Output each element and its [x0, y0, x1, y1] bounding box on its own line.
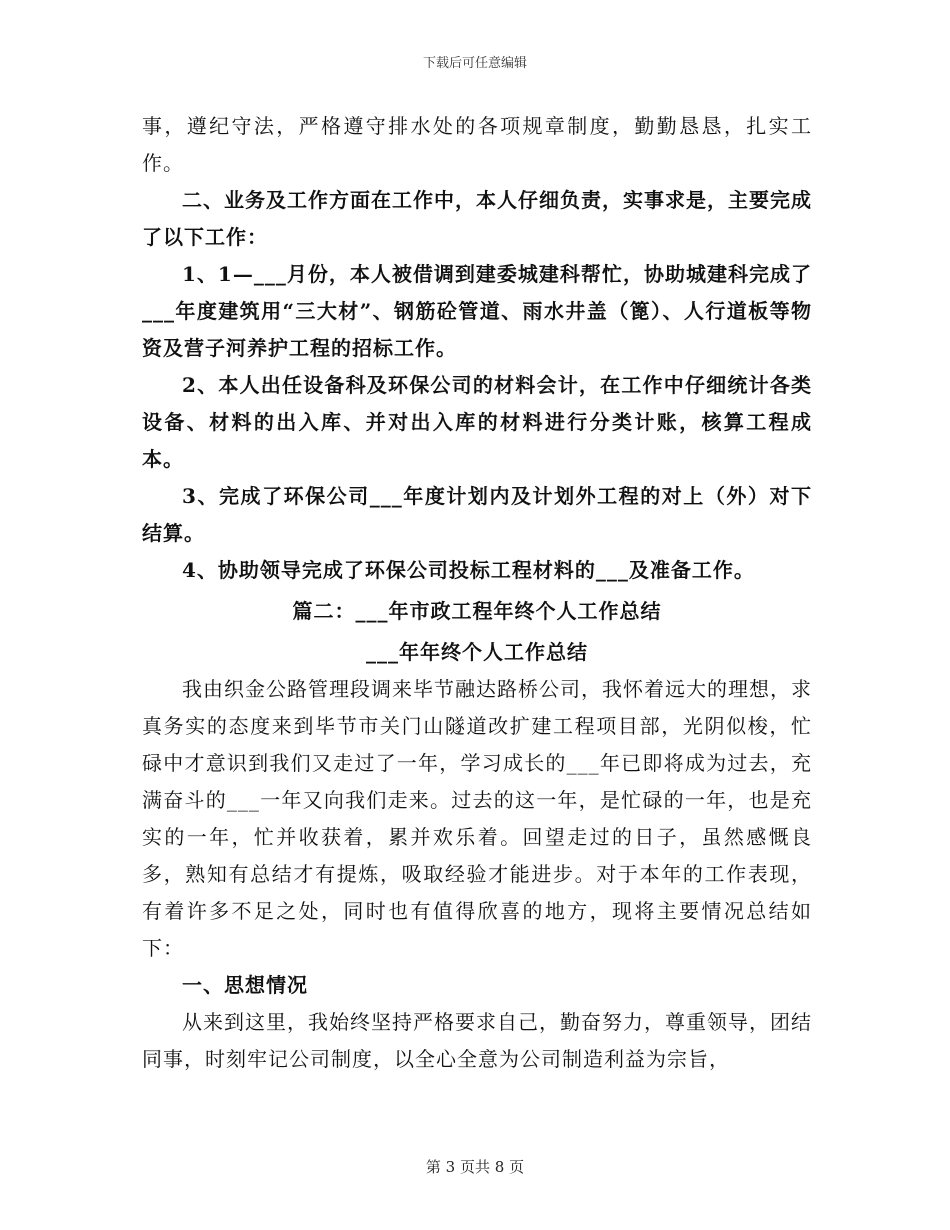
- list-item-4: 4、协助领导完成了环保公司投标工程材料的___及准备工作。: [182, 558, 755, 582]
- article-title: 篇二：___年市政工程年终个人工作总结: [292, 599, 662, 623]
- intro-paragraph: 我由织金公路管理段调来毕节融达路桥公司，我怀着远大的理想，求真务实的态度来到毕节市关门山隧道改扩建工程项目部，光阴似梭，忙碌中才意识到我们又走过了一年，学习成长的___年已即将成为过去，充满奋斗的___一年又向我们走来。过去的这一年，是忙碌的一年，也是充实的一年，忙并收获着，累并欢乐着。回望走过的日子，虽然感慨良多，熟知有总结才有提炼，吸取经验才能进步。对于本年的工作表现，有着许多不足之处，同时也有值得欣喜的地方，现将主要情况总结如下：: [142, 677, 812, 960]
- page-footer: 第 3 页共 8 页: [425, 1158, 525, 1176]
- page-header: 下载后可任意编辑: [422, 56, 527, 71]
- thought-paragraph: 从来到这里，我始终坚持严格要求自己，勤奋努力，尊重领导，团结同事，时刻牢记公司制度，以全心全意为公司制造利益为宗旨，: [142, 1010, 812, 1071]
- list-item-2: 2、本人出任设备科及环保公司的材料会计，在工作中仔细统计各类设备、材料的出入库、并对出入库的材料进行分类计账，核算工程成本。: [142, 373, 812, 471]
- list-item-3: 3、完成了环保公司___年度计划内及计划外工程的对上（外）对下结算。: [142, 484, 812, 545]
- list-item-1: 1、1—___月份，本人被借调到建委城建科帮忙，协助城建科完成了___年度建筑用“三大材”、钢筋砼管道、雨水井盖（篦）、人行道板等物资及营子河养护工程的招标工作。: [142, 262, 812, 360]
- paragraph-continuation: 事，遵纪守法，严格遵守排水处的各项规章制度，勤勤恳恳，扎实工作。: [142, 114, 812, 175]
- section-heading-business: 二、业务及工作方面在工作中，本人仔细负责，实事求是，主要完成了以下工作：: [142, 188, 812, 249]
- section-heading-thought: 一、思想情况: [182, 973, 308, 997]
- article-subtitle: ___年年终个人工作总结: [366, 640, 588, 664]
- document-body: [142, 108, 812, 1078]
